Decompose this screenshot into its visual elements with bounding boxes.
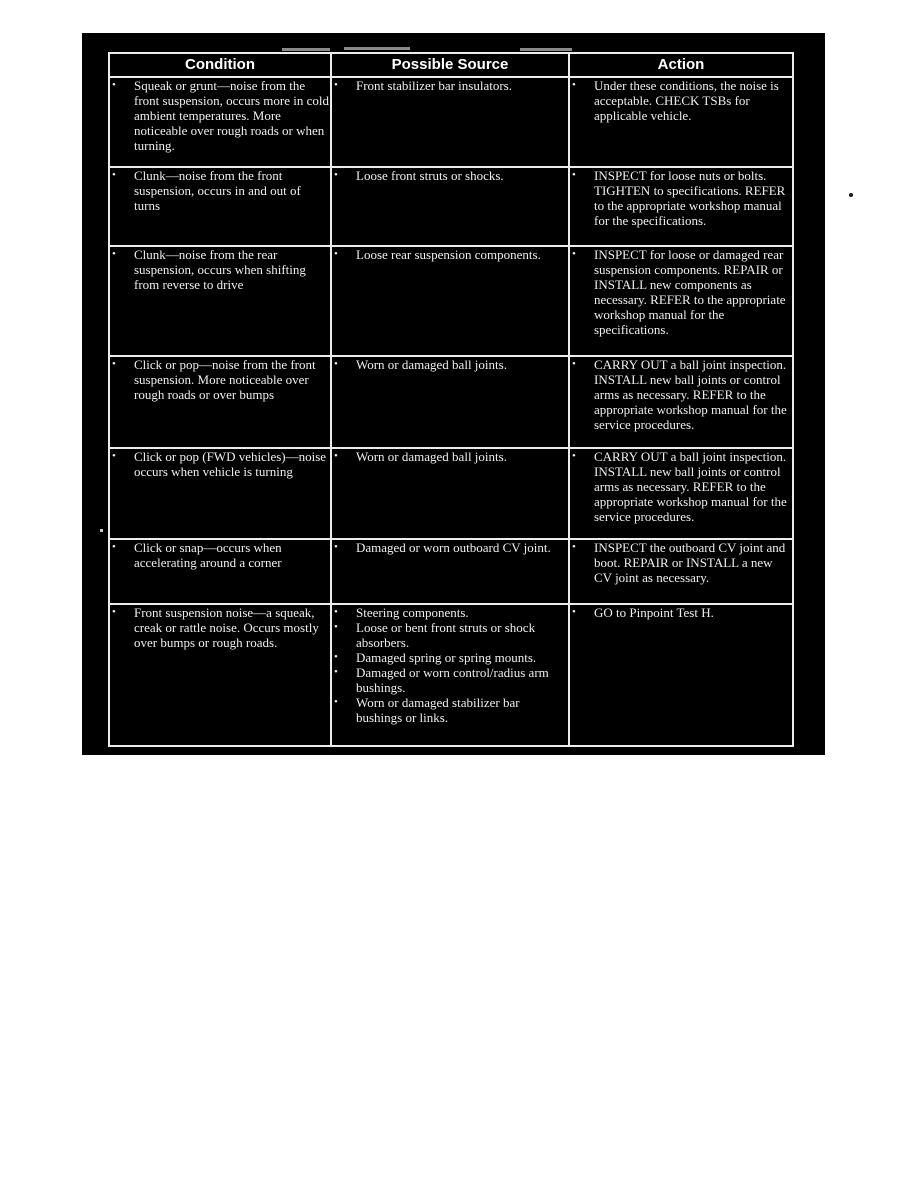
header-possible-source: Possible Source (331, 53, 569, 77)
bullet-item (110, 247, 330, 292)
header-row (109, 53, 793, 77)
bullet-icon: • (334, 169, 338, 181)
scan-block (82, 33, 825, 755)
bullet-icon: • (112, 358, 116, 370)
bullet-text: Worn or damaged ball joints. (356, 449, 507, 464)
bullet-icon: • (112, 450, 116, 462)
bullet-icon: • (334, 696, 338, 708)
bullet-text: Worn or damaged ball joints. (356, 357, 507, 372)
action-cell (569, 604, 793, 746)
bullet-text: Under these conditions, the noise is acceptable. CHECK TSBs for applicable vehicle. (594, 78, 779, 123)
bullet-text: Click or snap—occurs when accelerating around a corner (134, 540, 282, 570)
bullet-item (332, 620, 568, 650)
bullet-item (332, 665, 568, 695)
bullet-icon: • (112, 606, 116, 618)
bullet-text: Loose front struts or shocks. (356, 168, 504, 183)
bullet-text: INSPECT for loose nuts or bolts. TIGHTEN to specifications. REFER to the appropriate workshop manual for the specifications. (594, 168, 786, 228)
bullet-text: INSPECT the outboard CV joint and boot. REPAIR or INSTALL a new CV joint as necessary. (594, 540, 786, 585)
bullet-item (332, 78, 568, 93)
bullet-item (332, 650, 568, 665)
bullet-text: Clunk—noise from the front suspension, occurs in and out of turns (134, 168, 301, 213)
bullet-icon: • (572, 358, 576, 370)
bullet-text: Damaged or worn outboard CV joint. (356, 540, 551, 555)
condition-cell (109, 167, 331, 246)
bullet-item (110, 168, 330, 213)
bullet-text: CARRY OUT a ball joint inspection. INSTALL new ball joints or control arms as necessary. REFER to the appropriate workshop manual for the service procedures. (594, 449, 787, 524)
possible-source-cell (331, 246, 569, 356)
bullet-text: Clunk—noise from the rear suspension, occurs when shifting from reverse to drive (134, 247, 306, 292)
bullet-item (110, 449, 330, 479)
bullet-text: Steering components. (356, 605, 469, 620)
bullet-icon: • (572, 450, 576, 462)
bullet-icon: • (334, 666, 338, 678)
bullet-icon: • (572, 541, 576, 553)
bullet-text: Click or pop (FWD vehicles)—noise occurs when vehicle is turning (134, 449, 327, 479)
bullet-icon: • (334, 651, 338, 663)
bullet-item (570, 449, 792, 524)
bullet-text: GO to Pinpoint Test H. (594, 605, 714, 620)
table-row (109, 604, 793, 746)
bullet-item (110, 605, 330, 650)
bullet-item (332, 357, 568, 372)
bullet-item (570, 78, 792, 123)
condition-cell (109, 77, 331, 167)
possible-source-cell (331, 167, 569, 246)
bullet-icon: • (572, 606, 576, 618)
action-cell (569, 77, 793, 167)
bullet-text: Front suspension noise—a squeak, creak or rattle noise. Occurs mostly over bumps or rough roads. (134, 605, 319, 650)
possible-source-cell (331, 448, 569, 539)
bullet-icon: • (112, 541, 116, 553)
action-cell (569, 356, 793, 448)
bullet-text: Squeak or grunt—noise from the front suspension, occurs more in cold ambient temperatures. More noticeable over rough roads or when turning. (134, 78, 329, 153)
action-cell (569, 246, 793, 356)
condition-cell (109, 539, 331, 604)
bullet-text: INSPECT for loose or damaged rear suspension components. REPAIR or INSTALL new components as necessary. REFER to the appropriate workshop manual for the specifications. (594, 247, 786, 337)
bullet-item (570, 605, 792, 620)
bullet-text: Click or pop—noise from the front suspension. More noticeable over rough roads or over bumps (134, 357, 316, 402)
condition-cell (109, 448, 331, 539)
scan-speck (100, 529, 103, 532)
condition-cell (109, 604, 331, 746)
scan-speck (849, 193, 853, 197)
bullet-icon: • (334, 450, 338, 462)
table-row (109, 356, 793, 448)
bullet-icon: • (112, 248, 116, 260)
bullet-icon: • (112, 169, 116, 181)
header-action: Action (569, 53, 793, 77)
action-cell (569, 167, 793, 246)
table-row (109, 77, 793, 167)
action-cell (569, 539, 793, 604)
bullet-item (332, 605, 568, 620)
bullet-icon: • (334, 606, 338, 618)
diagnostic-table (108, 52, 794, 747)
bullet-item (110, 357, 330, 402)
condition-cell (109, 356, 331, 448)
possible-source-cell (331, 356, 569, 448)
scan-artifact (520, 48, 572, 51)
scan-artifact (344, 47, 410, 50)
condition-cell (109, 246, 331, 356)
bullet-item (332, 449, 568, 464)
bullet-icon: • (334, 541, 338, 553)
bullet-item (110, 540, 330, 570)
bullet-item (110, 78, 330, 153)
header-condition: Condition (109, 53, 331, 77)
action-cell (569, 448, 793, 539)
possible-source-cell (331, 604, 569, 746)
scan-artifact (282, 48, 330, 51)
bullet-item (570, 168, 792, 228)
bullet-text: Worn or damaged stabilizer bar bushings or links. (356, 695, 520, 725)
bullet-item (332, 247, 568, 262)
table-row (109, 246, 793, 356)
bullet-item (332, 168, 568, 183)
bullet-text: Loose or bent front struts or shock absorbers. (356, 620, 536, 650)
bullet-icon: • (334, 79, 338, 91)
bullet-icon: • (334, 248, 338, 260)
bullet-icon: • (572, 169, 576, 181)
possible-source-cell (331, 77, 569, 167)
table-row (109, 167, 793, 246)
bullet-icon: • (334, 358, 338, 370)
bullet-text: Damaged or worn control/radius arm bushings. (356, 665, 549, 695)
table-row (109, 539, 793, 604)
bullet-item (570, 247, 792, 337)
bullet-item (332, 695, 568, 725)
bullet-text: CARRY OUT a ball joint inspection. INSTALL new ball joints or control arms as necessary. REFER to the appropriate workshop manual for the service procedures. (594, 357, 787, 432)
bullet-item (332, 540, 568, 555)
bullet-icon: • (334, 621, 338, 633)
table-row (109, 448, 793, 539)
bullet-text: Front stabilizer bar insulators. (356, 78, 512, 93)
bullet-icon: • (572, 248, 576, 260)
bullet-icon: • (112, 79, 116, 91)
bullet-text: Loose rear suspension components. (356, 247, 541, 262)
bullet-text: Damaged spring or spring mounts. (356, 650, 537, 665)
possible-source-cell (331, 539, 569, 604)
bullet-item (570, 540, 792, 585)
bullet-icon: • (572, 79, 576, 91)
bullet-item (570, 357, 792, 432)
